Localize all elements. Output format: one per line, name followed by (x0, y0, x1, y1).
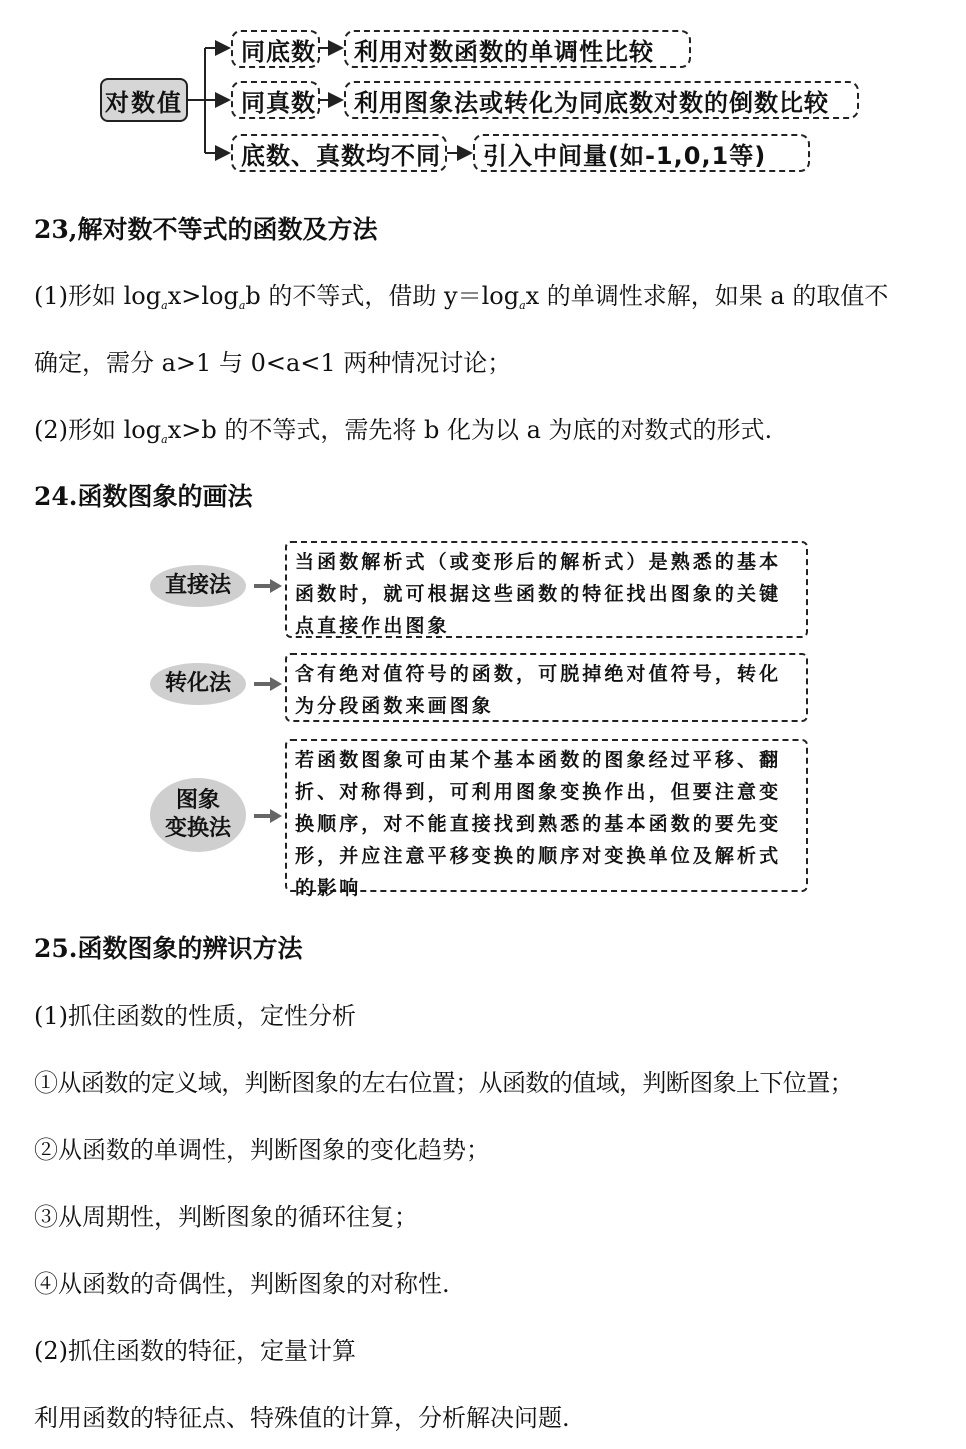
section-25-line-3: ②从函数的单调性，判断图象的变化趋势； (34, 1136, 490, 1164)
method-direct-pill: 直接法 (150, 565, 246, 607)
section-23-paragraph-3: (2)形如 $\log_ax>b$ 的不等式，需先将 b 化为以 a 为底的对数式的形式. (34, 416, 773, 446)
node-same-base: 同底数 (231, 30, 320, 68)
section-23-paragraph-2: 确定，需分 a>1 与 0<a<1 两种情况讨论； (34, 349, 512, 377)
root-node-log-value: 对数值 (100, 78, 188, 122)
method-direct-description: 当函数解析式（或变形后的解析式）是熟悉的基本函数时，就可根据这些函数的特征找出图象的关键点直接作出图象 (285, 541, 808, 638)
node-intermediate-value: 引入中间量(如-1,0,1等) (473, 134, 810, 172)
section-23-paragraph-1: (1)形如 $\log_ax>\log_ab$ 的不等式，借助 $y=\log_ax$ 的单调性求解，如果 a 的取值不 (34, 282, 889, 312)
section-25-line-2: ①从函数的定义域，判断图象的左右位置；从函数的值域，判断图象上下位置； (34, 1069, 853, 1097)
section-25-line-6: (2)抓住函数的特征，定量计算 (34, 1337, 356, 1365)
section-24-heading: 24.函数图象的画法 (34, 482, 253, 511)
arrow-right-icon (254, 674, 284, 694)
arrow-right-icon (254, 576, 284, 596)
section-25-line-7: 利用函数的特征点、特殊值的计算，分析解决问题. (34, 1404, 570, 1432)
method-graph-transform-description: 若函数图象可由某个基本函数的图象经过平移、翻折、对称得到，可利用图象变换作出，但要注意变换顺序，对不能直接找到熟悉的基本函数的要先变形，并应注意平移变换的顺序对变换单位及解析式的影响 (285, 739, 808, 892)
section-25-line-1: (1)抓住函数的性质，定性分析 (34, 1002, 356, 1030)
node-same-argument: 同真数 (231, 81, 320, 119)
arrow-right-icon (254, 806, 284, 826)
section-25-line-4: ③从周期性，判断图象的循环往复； (34, 1203, 418, 1231)
node-monotonic-compare: 利用对数函数的单调性比较 (344, 30, 691, 68)
section-25-heading: 25.函数图象的辨识方法 (34, 934, 303, 963)
node-graph-method-compare: 利用图象法或转化为同底数对数的倒数比较 (344, 81, 859, 119)
method-transform-pill: 转化法 (150, 663, 246, 705)
section-23-heading: 23,解对数不等式的函数及方法 (34, 215, 378, 244)
method-graph-transform-pill: 图象 变换法 (150, 778, 246, 852)
node-both-different: 底数、真数均不同 (231, 134, 447, 172)
method-transform-description: 含有绝对值符号的函数，可脱掉绝对值符号，转化为分段函数来画图象 (285, 653, 808, 722)
section-25-line-5: ④从函数的奇偶性，判断图象的对称性. (34, 1270, 450, 1298)
